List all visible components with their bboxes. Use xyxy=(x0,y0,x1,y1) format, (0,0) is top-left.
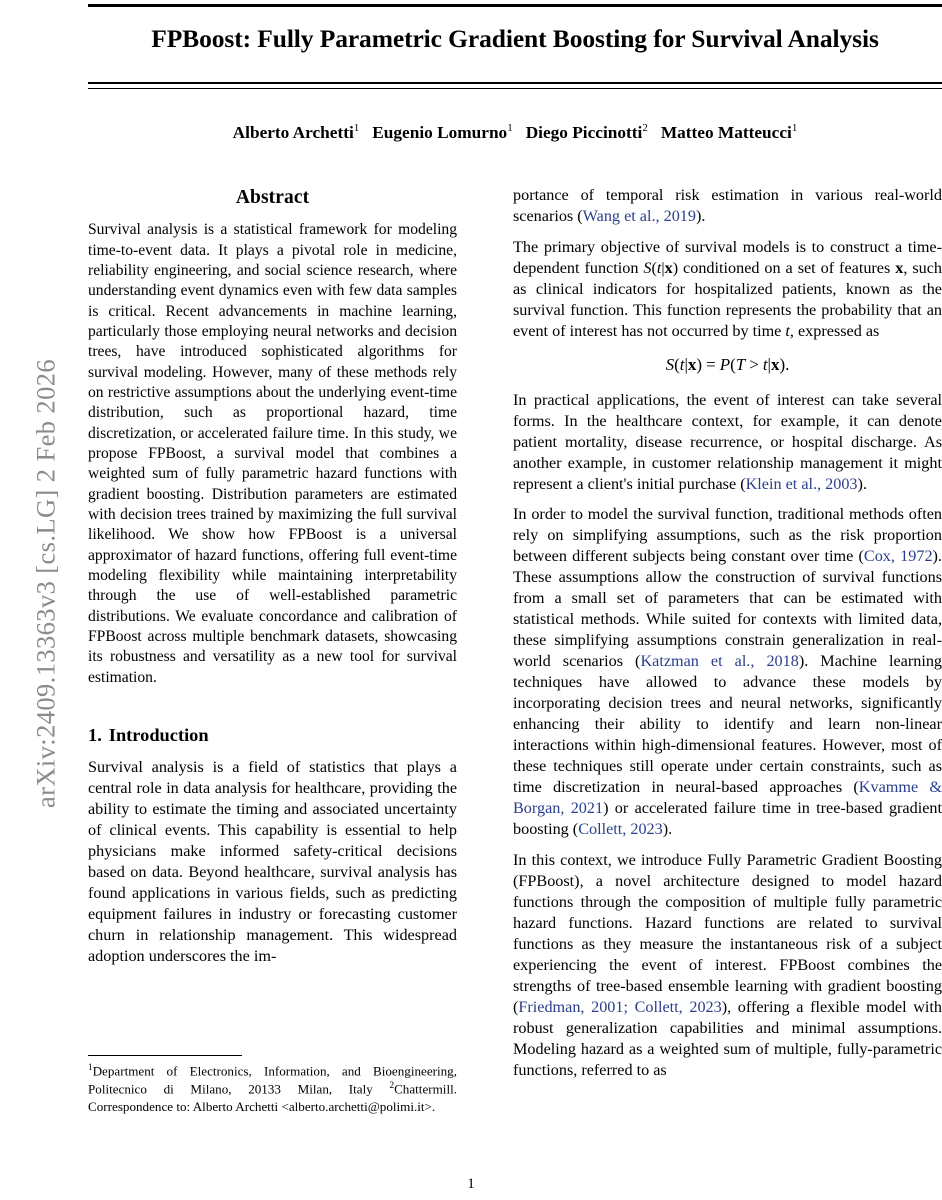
author-entry xyxy=(372,123,512,142)
citation-link[interactable]: Kvamme & Borgan, 2021 xyxy=(513,778,942,818)
paragraph-text: conditioned on a set of features xyxy=(678,258,896,277)
equation-lhs-t: t xyxy=(679,354,685,374)
equation-lhs-x: x xyxy=(687,354,697,374)
math-inline-t: t xyxy=(785,321,790,340)
paragraph-text: In practical applications, the event of interest can take several forms. In the healthcare context, for example, it can denote patient mortality, disease recurrence, or hospital discharge. As another example, in customer relationship management it might represent a client's initial purchase ( xyxy=(513,390,942,493)
title-rule-thick xyxy=(88,82,942,84)
left-column xyxy=(88,185,457,967)
paragraph-text: ). xyxy=(857,474,867,493)
section-title: Introduction xyxy=(108,725,209,746)
equation-rhs-fn: P xyxy=(719,354,731,374)
paragraph-text: ). xyxy=(662,820,673,839)
footnote-block xyxy=(88,1055,457,1115)
paragraph-text: , expressed as xyxy=(789,321,880,340)
paragraph-text: ) or accelerated failure time in tree-based gradient boosting ( xyxy=(513,799,942,839)
abstract-heading: Abstract xyxy=(235,187,310,208)
author-affiliation-mark: 1 xyxy=(791,122,798,134)
author-name: Alberto Archetti xyxy=(232,122,354,142)
author-name: Matteo Matteucci xyxy=(660,122,792,142)
author-entry xyxy=(661,123,797,142)
citation-link[interactable]: Klein et al., 2003 xyxy=(745,474,858,493)
paragraph-text: The primary objective of survival models is to construct a time-dependent function xyxy=(513,237,942,277)
right-column xyxy=(513,185,942,1081)
equation-equals: = xyxy=(706,354,716,374)
paragraph-text: portance of temporal risk estimation in various real-world scenarios ( xyxy=(513,186,942,225)
footnote-mark-2: 2 xyxy=(389,1080,395,1091)
arxiv-stamp: arXiv:2409.13363v3 [cs.LG] 2 Feb 2026 xyxy=(30,358,61,809)
paragraph-text: , such as clinical indicators for hospitalized patients, known as the survival function. This function represents the probability that an event of interest has not occurred by time xyxy=(513,258,942,340)
equation-survival-function: S(t|x) = P(T > t|x). xyxy=(665,354,790,374)
citation-link[interactable]: Cox, 1972 xyxy=(863,547,933,566)
author-entry xyxy=(233,123,360,142)
abstract-text: Survival analysis is a statistical framework for modeling time-to-event data. It plays a pivotal role in medicine, reliability engineering, and social science research, where understanding event dynamics even with few data samples is critical. Recent advancements in machine learning, particularly those employing neural networks and decision trees, have introduced sophisticated algorithms for survival modeling. However, many of these methods rely on restrictive assumptions about the underlying event-time distribution, such as proportional hazard, time discretization, or accelerated failure time. In this study, we propose FPBoost, a survival model that combines a weighted sum of fully parametric hazard functions with gradient boosting. Distribution parameters are estimated with decision trees trained by maximizing the full survival likelihood. We show how FPBoost is a universal approximator of hazard functions, offering full event-time modeling flexibility while maintaining interpretability through the use of well-established parametric distributions. We evaluate concordance and calibration of FPBoost across multiple benchmark datasets, showcasing its robustness and versatility as a new tool for survival estimation. xyxy=(88,221,457,686)
math-inline-t: t xyxy=(656,258,662,277)
author-affiliation-mark: 2 xyxy=(642,122,648,134)
author-list xyxy=(88,122,942,143)
intro-paragraph-1: Survival analysis is a field of statistics that plays a central role in data analysis for healthcare, providing the ability to estimate the timing and associated uncertainty of clinical events. This capability is essential to help physicians make informed safety-critical decisions based on data. Beyond healthcare, survival analysis has found applications in various fields, such as predicting equipment failures in industry or forecasting customer churn in relationship management. This widespread adoption underscores the im- xyxy=(88,757,457,965)
paragraph-text: In order to model the survival function, traditional methods often rely on simplifying assumptions, such as the risk proportion between different subjects being constant over time ( xyxy=(513,505,942,566)
citation-link[interactable]: Friedman, 2001 xyxy=(518,997,624,1016)
footnote-affiliation-1: Department of Electronics, Information, and Bioengineering, Politecnico di Milano, 20133 Milan, Italy xyxy=(88,1063,457,1097)
footnote-separator-rule xyxy=(88,1055,242,1056)
footnote-affiliation-2: Chattermill. Correspondence to: Alberto Archetti <alberto.archetti@polimi.it>. xyxy=(88,1081,457,1114)
intro-paragraph-1-continuation xyxy=(513,185,942,227)
title-rule-thin xyxy=(88,88,942,89)
author-entry xyxy=(526,123,648,142)
paragraph-text: ). Machine learning techniques have allowed to advance these models by incorporating decision trees and neural networks, significantly enhancing their ability to identify and learn non-linear interactions within high-dimensional features. However, most of these techniques still operate under certain constraints, such as time discretization in neural-based approaches ( xyxy=(513,652,942,797)
citation-link[interactable]: Wang et al., 2019 xyxy=(582,207,696,225)
footnote-text xyxy=(88,1062,457,1115)
author-affiliation-mark: 1 xyxy=(507,122,513,134)
citation-link[interactable]: Collett, 2023 xyxy=(578,820,663,839)
paragraph-text: ), offering a flexible model with robust generalization capabilities and minimal assumptions. Modeling hazard as a weighted sum of multiple, fully-parametric functions, referred to as xyxy=(513,997,942,1079)
paragraph-text: ). These assumptions allow the construction of survival functions from a small set of parameters that can be estimated with statistical methods. While suited for contexts with limited data, these simplifying assumptions constrain generalization in real-world scenarios ( xyxy=(513,547,942,671)
paragraph-text: ). xyxy=(696,207,706,225)
author-affiliation-mark: 1 xyxy=(353,122,360,134)
paragraph-text: In this context, we introduce Fully Parametric Gradient Boosting (FPBoost), a novel architecture designed to model hazard functions through the composition of multiple fully parametric hazard functions. Hazard functions are related to survival functions as they measure the instantaneous risk of a subject experiencing the event of interest. FPBoost combines the strengths of tree-based ensemble learning with gradient boosting ( xyxy=(513,850,942,1016)
paragraph-survival-function: The primary objective of survival models is to construct a time-dependent function S(t|x) conditioned on a set of features x, such as clinical indicators for hospitalized patients, known as the survival function. This function represents the probability that an event of interest has not occurred by time t, expressed as xyxy=(513,237,942,340)
equation-lhs-fn: S xyxy=(665,354,675,374)
page-title: FPBoost: Fully Parametric Gradient Boosting for Survival Analysis xyxy=(151,24,879,53)
author-name: Diego Piccinotti xyxy=(525,122,643,142)
author-name: Eugenio Lomurno xyxy=(372,122,508,142)
section-heading-introduction xyxy=(88,724,457,748)
citation-link[interactable]: Collett, 2023 xyxy=(634,997,722,1016)
paragraph-traditional-methods xyxy=(513,504,942,840)
citation-separator: ; xyxy=(623,997,635,1016)
math-inline-S: S xyxy=(643,258,652,277)
citation-link[interactable]: Katzman et al., 2018 xyxy=(640,652,799,671)
math-inline-x: x xyxy=(664,258,673,277)
paragraph-practical-applications xyxy=(513,390,942,495)
paragraph-fpboost-intro xyxy=(513,850,942,1081)
equation-greater-than: > xyxy=(749,354,759,374)
section-number: 1. xyxy=(88,725,102,746)
top-rule xyxy=(88,4,942,7)
equation-period: . xyxy=(785,354,790,374)
footnote-mark-1: 1 xyxy=(88,1062,93,1073)
page-number: 1 xyxy=(467,1176,475,1192)
equation-rhs-x: x xyxy=(770,354,780,374)
math-inline-x: x xyxy=(895,258,904,277)
equation-rhs-T: T xyxy=(735,354,746,374)
equation-rhs-t: t xyxy=(762,354,768,374)
